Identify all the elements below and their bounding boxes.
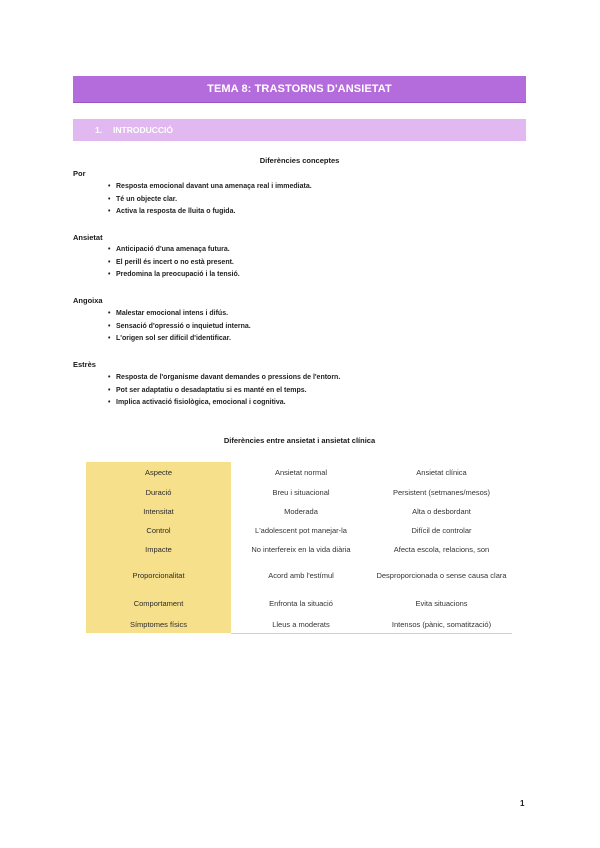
table-cell: Alta o desbordant bbox=[412, 507, 471, 516]
concept-term: Estrès bbox=[73, 360, 96, 369]
table-row bbox=[86, 616, 512, 633]
list-item: • Resposta de l'organisme davant demandes o pressions de l'entorn. bbox=[108, 372, 340, 385]
bullet-icon: • bbox=[108, 258, 111, 266]
table-cell: Control bbox=[86, 521, 231, 540]
list-item: • Sensació d'opressió o inquietud interna. bbox=[108, 321, 251, 334]
concept-bullet-list bbox=[108, 308, 251, 346]
table-cell: Lleus a moderats bbox=[231, 616, 371, 633]
table-cell: Duració bbox=[86, 483, 231, 502]
table-row bbox=[86, 483, 512, 502]
table-row bbox=[86, 502, 512, 521]
table-row bbox=[86, 540, 512, 559]
section-title: INTRODUCCIÓ bbox=[113, 125, 173, 135]
table-row bbox=[86, 462, 512, 483]
comparison-table bbox=[86, 462, 512, 634]
table-cell: Impacte bbox=[86, 540, 231, 559]
list-item: • El perill és incert o no està present. bbox=[108, 257, 240, 270]
list-item: • L'origen sol ser difícil d'identificar. bbox=[108, 333, 251, 346]
concept-bullet-list bbox=[108, 181, 312, 219]
section-header bbox=[73, 119, 526, 141]
page-number: 1 bbox=[520, 799, 525, 808]
table-cell: Desproporcionada o sense causa clara bbox=[376, 570, 507, 580]
list-item: • Activa la resposta de lluita o fugida. bbox=[108, 206, 312, 219]
list-item: • Resposta emocional davant una amenaça real i immediata. bbox=[108, 181, 312, 194]
table-row bbox=[86, 559, 512, 591]
table-cell: Evita situacions bbox=[415, 599, 468, 608]
concept-bullet-list bbox=[108, 244, 240, 282]
concept-bullet-list bbox=[108, 372, 340, 410]
table-cell: Moderada bbox=[284, 507, 318, 516]
concept-term: Por bbox=[73, 169, 86, 178]
list-item: • Pot ser adaptatiu o desadaptatiu si es manté en el temps. bbox=[108, 385, 340, 398]
table-cell: Breu i situacional bbox=[272, 488, 330, 497]
bullet-icon: • bbox=[108, 322, 111, 330]
concepts-heading: Diferències conceptes bbox=[259, 156, 340, 165]
table-cell: Persistent (setmanes/mesos) bbox=[392, 488, 491, 497]
table-cell: Intensos (pànic, somatització) bbox=[371, 616, 512, 633]
bullet-icon: • bbox=[108, 399, 111, 407]
list-item: • Malestar emocional intens i difús. bbox=[108, 308, 251, 321]
table-cell: Enfronta la situació bbox=[269, 599, 333, 608]
table-cell: Intensitat bbox=[86, 502, 231, 521]
bullet-icon: • bbox=[108, 386, 111, 394]
table-cell: Afecta escola, relacions, son bbox=[393, 545, 490, 554]
bullet-icon: • bbox=[108, 183, 111, 190]
concept-term: Ansietat bbox=[73, 233, 103, 242]
table-cell: Proporcionalitat bbox=[86, 559, 231, 591]
table-cell: Comportament bbox=[86, 591, 231, 616]
list-item: • Predomina la preocupació i la tensió. bbox=[108, 269, 240, 282]
table-cell: Acord amb l'estímul bbox=[268, 570, 334, 580]
bullet-icon: • bbox=[108, 271, 111, 279]
table-cell: Ansietat clínica bbox=[416, 468, 467, 477]
table-row bbox=[86, 521, 512, 540]
bullet-icon: • bbox=[108, 310, 111, 317]
bullet-icon: • bbox=[108, 208, 111, 216]
table-cell: L'adolescent pot manejar-la bbox=[255, 526, 347, 535]
table-cell: Ansietat normal bbox=[274, 468, 328, 477]
chapter-title: TEMA 8: TRASTORNS D'ANSIETAT bbox=[73, 76, 526, 103]
bullet-icon: • bbox=[108, 246, 111, 253]
table-cell: No interfereix en la vida diària bbox=[251, 545, 351, 554]
bullet-icon: • bbox=[108, 374, 111, 381]
list-item: • Anticipació d'una amenaça futura. bbox=[108, 244, 240, 257]
section-number: 1. bbox=[95, 125, 103, 135]
table-cell: Aspecte bbox=[86, 462, 231, 483]
bullet-icon: • bbox=[108, 335, 111, 343]
table-heading: Diferències entre ansietat i ansietat clínica bbox=[223, 436, 376, 445]
concept-term: Angoixa bbox=[73, 296, 103, 305]
list-item: • Té un objecte clar. bbox=[108, 194, 312, 207]
table-row bbox=[86, 591, 512, 616]
table-cell: Difícil de controlar bbox=[411, 526, 472, 535]
bullet-icon: • bbox=[108, 195, 111, 203]
list-item: • Implica activació fisiològica, emocional i cognitiva. bbox=[108, 397, 340, 410]
table-cell: Símptomes físics bbox=[86, 616, 231, 633]
